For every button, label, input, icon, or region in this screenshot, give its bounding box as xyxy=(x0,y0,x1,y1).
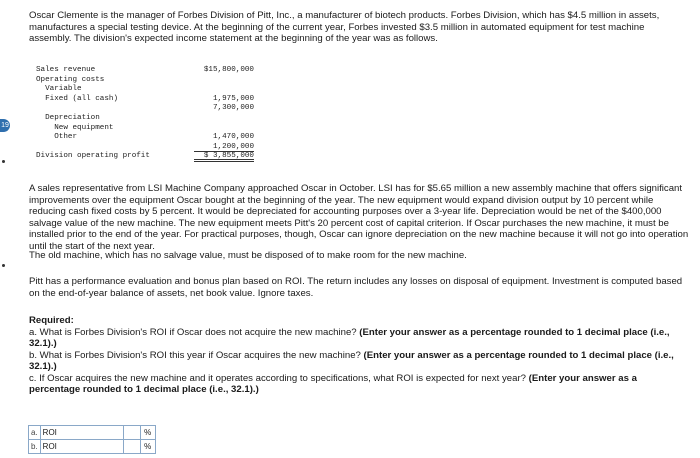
statement-value: 1,975,000 xyxy=(212,94,254,103)
statement-value xyxy=(194,114,254,124)
statement-label: Depreciation xyxy=(36,113,100,122)
statement-row xyxy=(36,133,254,143)
roi-a-input[interactable] xyxy=(123,426,140,440)
sales-rep-paragraph: A sales representative from LSI Machine Company approached Oscar in October. LSI has for $5.65 million a new assembly machine that offers significant improvements over the equipment Oscar bought at the beginning of the year. The new equipment would expand division output by 10 percent while reducing cash fixed costs by 5 percent. It would be depreciated for accounting purposes over a 3-year life. Depreciation would be net of the $400,000 salvage value of the new machine. The new equipment meets Pitt's 20 percent cost of capital criterion. If Oscar purchases the new machine, it must be installed prior to the end of the year. For practical purposes, though, Oscar can ignore depreciation on the new machine because it will not go into operation until the start of the next year. xyxy=(29,183,689,252)
answer-table xyxy=(28,425,156,454)
statement-value: 7,300,000 xyxy=(212,104,254,113)
statement-value: $15,800,000 xyxy=(203,66,254,74)
roi-b-input[interactable] xyxy=(123,440,140,454)
answer-row xyxy=(29,426,156,440)
income-statement xyxy=(36,66,254,162)
statement-row xyxy=(36,95,254,105)
statement-value: $ 3,855,000 xyxy=(194,152,254,162)
statement-row xyxy=(36,76,254,86)
statement-row xyxy=(36,85,254,95)
statement-label: Fixed (all cash) xyxy=(36,94,119,103)
statement-row xyxy=(36,143,254,153)
required-heading: Required: xyxy=(29,315,74,326)
required-section xyxy=(29,315,689,396)
percent-unit: % xyxy=(140,440,155,454)
question-c-text: c. If Oscar acquires the new machine and it operates according to specifications, what ROI is expected for next year? xyxy=(29,372,529,384)
statement-label: Operating costs xyxy=(36,75,105,84)
question-number-badge[interactable]: 19 xyxy=(0,119,10,132)
statement-label: Sales revenue xyxy=(36,66,96,74)
statement-label: Division operating profit xyxy=(36,152,150,161)
margin-dot xyxy=(2,160,5,163)
statement-row xyxy=(36,124,254,134)
statement-value xyxy=(194,76,254,86)
roi-plan-paragraph: Pitt has a performance evaluation and bonus plan based on ROI. The return includes any losses on disposal of equipment. Investment is computed based on the end-of-year balance of assets, net book value. Ignore taxes. xyxy=(29,276,683,299)
question-b-instruction: (Enter your answer as a percentage rounded to 1 decimal place (i.e., 32.1).) xyxy=(29,349,674,372)
statement-row xyxy=(36,104,254,114)
margin-dot xyxy=(2,264,5,267)
statement-label: Variable xyxy=(36,85,82,94)
statement-value xyxy=(194,85,254,95)
question-c-instruction: (Enter your answer as a percentage rounded to 1 decimal place (i.e., 32.1).) xyxy=(29,372,637,395)
statement-row xyxy=(36,114,254,124)
question-a-instruction: (Enter your answer as a percentage rounded to 1 decimal place (i.e., 32.1).) xyxy=(29,326,670,349)
statement-value: 1,470,000 xyxy=(212,133,254,142)
answer-letter: a. xyxy=(29,426,41,440)
question-c xyxy=(29,373,689,396)
question-a xyxy=(29,327,689,350)
statement-value xyxy=(194,124,254,134)
intro-paragraph: Oscar Clemente is the manager of Forbes Division of Pitt, Inc., a manufacturer of biotech products. Forbes Division, which has $4.5 million in assets, manufactures a special testing device. At the beginning of the current year, Forbes invested $3.5 million in automated equipment for test machine assembly. The division's expected income statement at the beginning of the year was as follows. xyxy=(29,10,660,44)
answer-label: ROI xyxy=(40,426,123,440)
statement-row xyxy=(36,152,254,162)
answer-row xyxy=(29,440,156,454)
statement-value: 1,200,000 xyxy=(194,143,254,153)
statement-label: New equipment xyxy=(36,123,114,132)
question-b-text: b. What is Forbes Division's ROI this year if Oscar acquires the new machine? xyxy=(29,349,364,361)
answer-label: ROI xyxy=(40,440,123,454)
old-machine-paragraph: The old machine, which has no salvage value, must be disposed of to make room for the new machine. xyxy=(29,250,467,261)
statement-label: Other xyxy=(36,133,78,142)
statement-row xyxy=(36,66,254,76)
answer-letter: b. xyxy=(29,440,41,454)
percent-unit: % xyxy=(140,426,155,440)
question-a-text: a. What is Forbes Division's ROI if Oscar does not acquire the new machine? xyxy=(29,326,360,338)
question-b xyxy=(29,350,689,373)
